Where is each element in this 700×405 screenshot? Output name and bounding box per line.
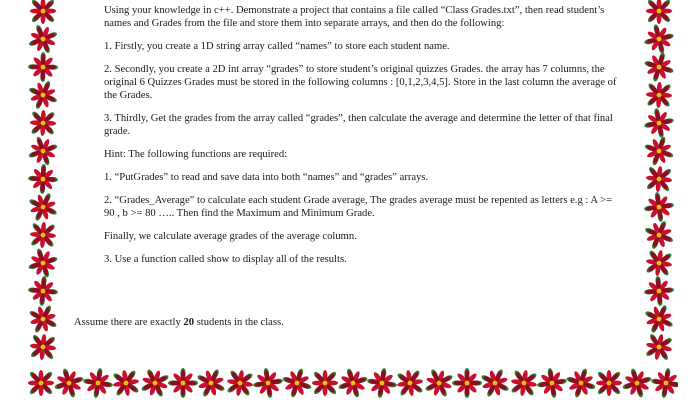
poinsettia-icon xyxy=(28,248,58,278)
step-1-paragraph: 1. Firstly, you create a 1D string array called “names” to store each student name. xyxy=(104,41,450,52)
poinsettia-icon xyxy=(644,164,674,194)
poinsettia-icon xyxy=(537,368,567,398)
assignment-text xyxy=(104,4,624,276)
poinsettia-icon xyxy=(168,368,198,398)
poinsettia-icon xyxy=(28,136,58,166)
poinsettia-icon xyxy=(644,80,674,110)
poinsettia-icon xyxy=(644,276,674,306)
poinsettia-icon xyxy=(622,368,652,398)
poinsettia-icon xyxy=(28,164,58,194)
poinsettia-icon xyxy=(28,276,58,306)
hint-function-3: 3. Use a function called show to display all of the results. xyxy=(104,254,347,265)
poinsettia-icon xyxy=(83,368,113,398)
poinsettia-icon xyxy=(338,368,368,398)
poinsettia-icon xyxy=(644,248,674,278)
poinsettia-icon xyxy=(28,332,58,362)
poinsettia-icon xyxy=(594,368,624,398)
poinsettia-icon xyxy=(367,368,397,398)
step-2-paragraph: 2. Secondly, you create a 2D int array “grades” to store student’s original quizzes Grades. the array has 7 columns, the original 6 Quizzes Grades must be stored in the following columns : [0,1,2,3,4,5]. Store in the last column the average of the Grades. xyxy=(104,64,617,101)
poinsettia-icon xyxy=(395,368,425,398)
poinsettia-icon xyxy=(644,24,674,54)
poinsettia-icon xyxy=(28,52,58,82)
poinsettia-icon xyxy=(26,368,56,398)
poinsettia-icon xyxy=(644,192,674,222)
hint-heading: Hint: The following functions are required: xyxy=(104,149,288,160)
hint-function-1: 1. “PutGrades” to read and save data into both “names” and “grades” arrays. xyxy=(104,172,429,183)
poinsettia-icon xyxy=(310,368,340,398)
poinsettia-icon xyxy=(566,368,596,398)
poinsettia-icon xyxy=(452,368,482,398)
poinsettia-icon xyxy=(196,368,226,398)
poinsettia-icon xyxy=(282,368,312,398)
poinsettia-icon xyxy=(509,368,539,398)
right-flower-border xyxy=(640,0,678,370)
student-count: 20 xyxy=(183,317,195,328)
poinsettia-icon xyxy=(28,24,58,54)
poinsettia-icon xyxy=(225,368,255,398)
poinsettia-icon xyxy=(424,368,454,398)
poinsettia-icon xyxy=(28,304,58,334)
left-flower-border xyxy=(24,0,62,370)
finally-paragraph: Finally, we calculate average grades of the average column. xyxy=(104,231,357,242)
poinsettia-icon xyxy=(644,332,674,362)
poinsettia-icon xyxy=(644,108,674,138)
poinsettia-icon xyxy=(28,108,58,138)
poinsettia-icon xyxy=(28,0,58,26)
hint-function-2: 2. “Grades_Average” to calculate each student Grade average, The grades average must be repented as letters e.g : A >= 90 , b >= 80 ….. Then find the Maximum and Minimum Grade. xyxy=(104,195,613,219)
intro-paragraph: Using your knowledge in c++. Demonstrate a project that contains a file called “Class Grades.txt”, then read student’s names and Grades from the file and store them into separate arrays, and then do the following: xyxy=(104,5,605,29)
poinsettia-icon xyxy=(644,0,674,26)
poinsettia-icon xyxy=(28,192,58,222)
assumption-line xyxy=(74,316,594,329)
poinsettia-icon xyxy=(644,220,674,250)
poinsettia-icon xyxy=(140,368,170,398)
assume-prefix: Assume there are exactly xyxy=(74,317,181,328)
poinsettia-icon xyxy=(644,304,674,334)
poinsettia-icon xyxy=(644,136,674,166)
assume-suffix: students in the class. xyxy=(196,317,284,328)
poinsettia-icon xyxy=(253,368,283,398)
poinsettia-icon xyxy=(480,368,510,398)
poinsettia-icon xyxy=(54,368,84,398)
step-3-paragraph: 3. Thirdly, Get the grades from the array called “grades”, then calculate the average and determine the letter of that final grade. xyxy=(104,113,613,137)
bottom-flower-border xyxy=(24,366,678,400)
poinsettia-icon xyxy=(651,368,678,398)
poinsettia-icon xyxy=(28,80,58,110)
poinsettia-icon xyxy=(644,52,674,82)
poinsettia-icon xyxy=(28,220,58,250)
poinsettia-icon xyxy=(111,368,141,398)
